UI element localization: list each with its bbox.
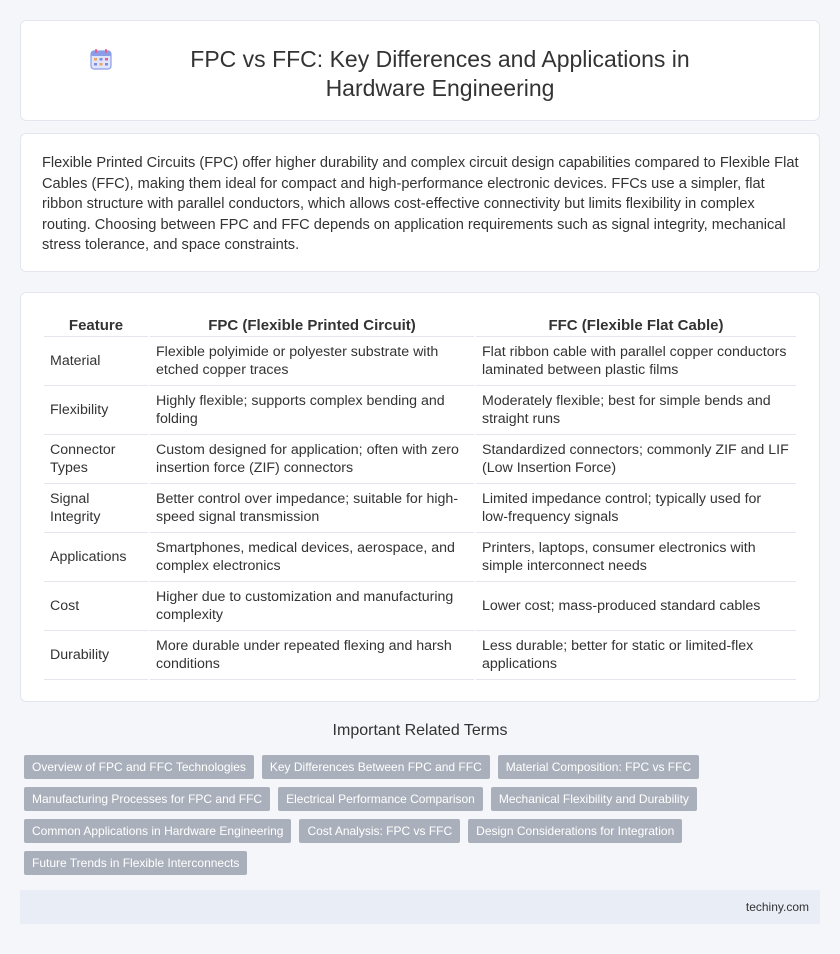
page-title: FPC vs FFC: Key Differences and Applications in Hardware Engineering [190,46,690,101]
ffc-cell: Flat ribbon cable with parallel copper conductors laminated between plastic films [476,337,796,386]
table-header-row [44,313,796,337]
related-term-link[interactable]: Overview of FPC and FFC Technologies [24,755,254,779]
ffc-cell: Lower cost; mass-produced standard cables [476,582,796,631]
tag-row [24,851,724,875]
ffc-cell: Moderately flexible; best for simple bends and straight runs [476,386,796,435]
comparison-table-card [20,292,820,702]
related-term-link[interactable]: Cost Analysis: FPC vs FFC [299,819,460,843]
tag-row [24,819,724,843]
header-fpc: FPC (Flexible Printed Circuit) [150,313,474,337]
feature-cell: Flexibility [44,386,148,435]
header-ffc: FFC (Flexible Flat Cable) [476,313,796,337]
related-term-link[interactable]: Mechanical Flexibility and Durability [491,787,697,811]
related-term-link[interactable]: Manufacturing Processes for FPC and FFC [24,787,270,811]
related-term-link[interactable]: Common Applications in Hardware Engineering [24,819,291,843]
fpc-cell: Higher due to customization and manufacturing complexity [150,582,474,631]
fpc-cell: Custom designed for application; often with zero insertion force (ZIF) connectors [150,435,474,484]
related-terms-list [24,755,724,883]
intro-paragraph: Flexible Printed Circuits (FPC) offer higher durability and complex circuit design capabilities compared to Flexible Flat Cables (FFC), making them ideal for compact and high-performance electronic devices. FFCs use a simpler, flat ribbon structure with parallel conductors, which allows cost-effective connectivity but limits flexibility in complex routing. Choosing between FPC and FFC depends on application requirements such as signal integrity, mechanical stress tolerance, and space constraints. [42,155,799,253]
table-row [44,337,796,386]
table-row [44,582,796,631]
related-term-link[interactable]: Key Differences Between FPC and FFC [262,755,490,779]
table-row [44,533,796,582]
table-row [44,631,796,680]
ffc-cell: Standardized connectors; commonly ZIF and LIF (Low Insertion Force) [476,435,796,484]
related-term-link[interactable]: Material Composition: FPC vs FFC [498,755,699,779]
related-term-link[interactable]: Electrical Performance Comparison [278,787,483,811]
footer-site-link[interactable]: techiny.com [745,900,809,914]
ffc-cell: Limited impedance control; typically used for low-frequency signals [476,484,796,533]
fpc-cell: More durable under repeated flexing and harsh conditions [150,631,474,680]
ffc-cell: Less durable; better for static or limited-flex applications [476,631,796,680]
related-term-link[interactable]: Design Considerations for Integration [468,819,682,843]
header-feature: Feature [44,313,148,337]
feature-cell: Applications [44,533,148,582]
table-row [44,435,796,484]
title-card [20,20,820,121]
footer [20,890,820,924]
ffc-cell: Printers, laptops, consumer electronics with simple interconnect needs [476,533,796,582]
fpc-cell: Smartphones, medical devices, aerospace, and complex electronics [150,533,474,582]
table-row [44,484,796,533]
fpc-cell: Better control over impedance; suitable for high-speed signal transmission [150,484,474,533]
fpc-cell: Highly flexible; supports complex bending and folding [150,386,474,435]
feature-cell: Connector Types [44,435,148,484]
table-row [44,386,796,435]
feature-cell: Signal Integrity [44,484,148,533]
related-terms-title: Important Related Terms [332,722,508,739]
tag-row [24,787,724,811]
comparison-table [42,313,798,680]
feature-cell: Cost [44,582,148,631]
intro-card [20,133,820,272]
feature-cell: Durability [44,631,148,680]
tag-row [24,755,724,779]
related-term-link[interactable]: Future Trends in Flexible Interconnects [24,851,247,875]
feature-cell: Material [44,337,148,386]
fpc-cell: Flexible polyimide or polyester substrate with etched copper traces [150,337,474,386]
